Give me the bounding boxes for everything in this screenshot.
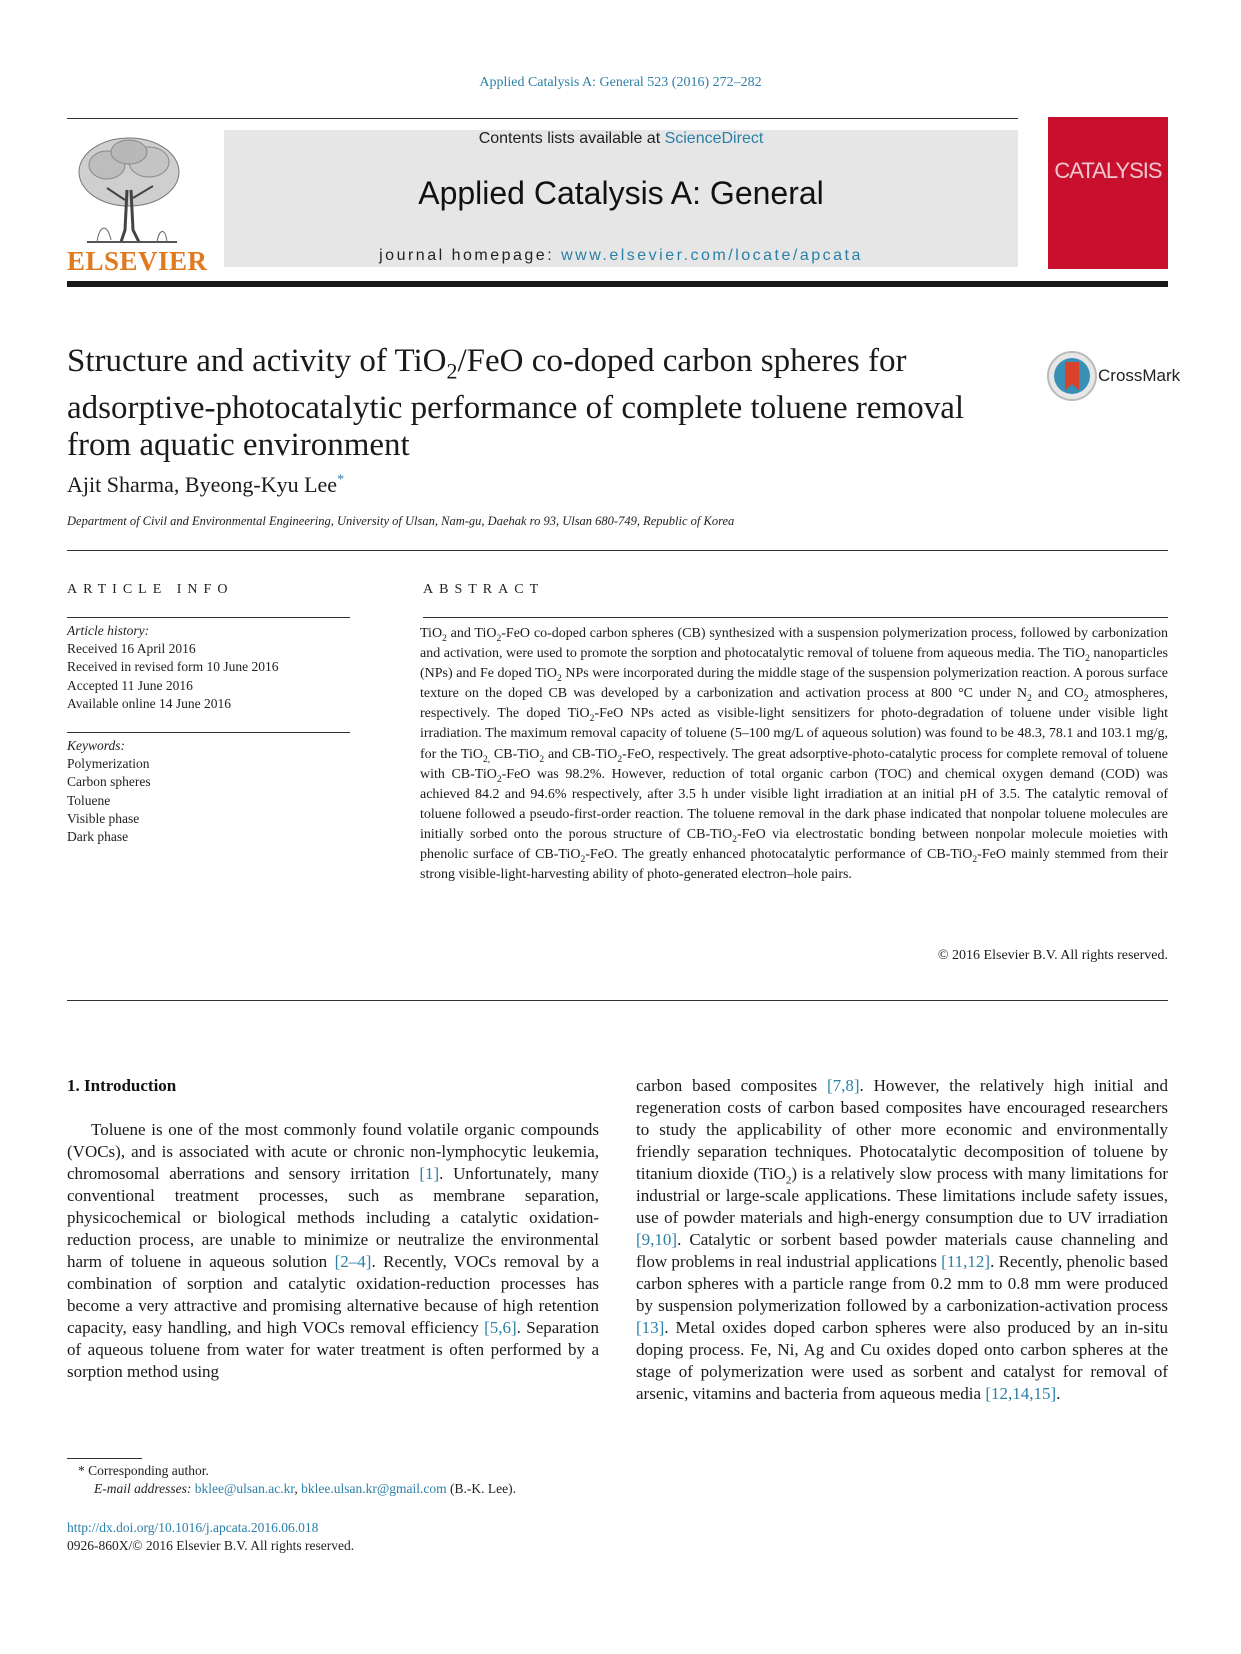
journal-homepage-line	[224, 247, 1018, 265]
header-top-rule	[67, 118, 1018, 119]
keyword-item: Toluene	[67, 792, 111, 808]
contents-prefix: Contents lists available at	[478, 130, 665, 147]
elsevier-wordmark: ELSEVIER	[67, 246, 208, 276]
intro-column-left: Toluene is one of the most commonly found volatile organic compounds (VOCs), and is associated with acute or chronic non-lymphocytic leukemia, chromosomal aberrations and sensory irritation [1]. Unfortunately, many conventional treatment processes, such as membrane separation, physicochemical or biological methods including a catalytic oxidation-reduction process, are unable to minimize or neutralize the environmental harm of toluene in aqueous solution [2–4]. Recently, VOCs removal by a combination of sorption and catalytic oxidation-reduction processes has become a very attractive and promising alternative because of high retention capacity, easy handling, and high VOCs removal efficiency [5,6]. Separation of aqueous toluene from water for water treatment is often performed by a sorption method using	[67, 1120, 600, 1381]
contents-line	[224, 130, 1018, 148]
journal-cover-title: CATALYSIS	[1054, 158, 1162, 183]
keyword-item: Visible phase	[67, 810, 140, 826]
sciencedirect-link[interactable]: ScienceDirect	[664, 130, 764, 147]
online-date: Available online 14 June 2016	[67, 695, 231, 711]
corresponding-author-note: * Corresponding author.	[78, 1463, 209, 1478]
citation-link[interactable]: [1]	[419, 1164, 440, 1183]
citation-link[interactable]: [13]	[636, 1318, 665, 1337]
article-info-heading: ARTICLE INFO	[67, 582, 234, 597]
issn-line: 0926-860X/© 2016 Elsevier B.V. All rights reserved.	[67, 1538, 355, 1553]
doi-link[interactable]: http://dx.doi.org/10.1016/j.apcata.2016.06.018	[67, 1520, 319, 1535]
footnote-rule	[67, 1458, 142, 1459]
homepage-prefix: journal homepage:	[379, 247, 562, 264]
abstract-bottom-rule	[67, 1000, 1168, 1001]
corresponding-author-mark[interactable]: *	[337, 472, 345, 488]
keywords-label: Keywords:	[67, 738, 125, 753]
accepted-date: Accepted 11 June 2016	[67, 677, 193, 693]
crossmark-icon[interactable]	[1046, 350, 1098, 402]
citation-link[interactable]: [5,6]	[484, 1318, 517, 1337]
title-part-1: Structure and activity of TiO	[67, 343, 447, 379]
citation-link[interactable]: [12,14,15]	[985, 1384, 1057, 1403]
section-heading-introduction: 1. Introduction	[67, 1076, 177, 1095]
title-subscript: 2	[446, 358, 458, 384]
keywords-block	[67, 737, 350, 846]
abstract-rule	[423, 617, 1168, 618]
crossmark-label[interactable]: CrossMark	[1098, 366, 1181, 385]
article-history-label: Article history:	[67, 623, 150, 638]
citation-link[interactable]: [7,8]	[826, 1076, 860, 1095]
citation-link[interactable]: [2–4]	[334, 1252, 372, 1271]
abstract-heading: ABSTRACT	[423, 582, 545, 597]
author-affiliation: Department of Civil and Environmental Engineering, University of Ulsan, Nam-gu, Daehak ro 93, Ulsan 680-749, Republic of Korea	[67, 514, 735, 528]
keyword-item: Carbon spheres	[67, 774, 151, 790]
keyword-item: Dark phase	[67, 829, 129, 845]
email-suffix: (B.-K. Lee).	[446, 1481, 516, 1496]
received-date: Received 16 April 2016	[67, 641, 196, 657]
revised-date: Received in revised form 10 June 2016	[67, 659, 279, 675]
author-list	[67, 472, 344, 498]
email-footnote	[94, 1481, 516, 1497]
keyword-item: Polymerization	[67, 756, 150, 772]
journal-homepage-link[interactable]: www.elsevier.com/locate/apcata	[561, 247, 863, 264]
email-separator: ,	[294, 1481, 302, 1496]
article-history	[67, 622, 350, 713]
journal-reference-link[interactable]: Applied Catalysis A: General 523 (2016) 272–282	[479, 75, 762, 90]
abstract-text: TiO$_2$ and TiO$_2$-FeO co-doped carbon spheres (CB) synthesized with a suspension polymerization process, followed by carbonization and activation, were used to promote the sorption and photocatalytic removal of toluene from aqueous media. The TiO$_2$ nanoparticles (NPs) and Fe doped TiO$_2$ NPs were incorporated during the middle stage of the suspension polymerization reaction. A porous surface texture on the doped CB was developed by a carbonization and activation process at 800 °C under $N_2$ and $CO_2$ atmospheres, respectively. The doped TiO$_2$-FeO NPs acted as visible-light sensitizers for photo-degradation of toluene under visible light irradiation. The maximum removal capacity of toluene (5–100 mg/L of aqueous solution) was found to be 48.3, 78.1 and 103.1 mg/g, for the TiO$_{2,}$ CB-TiO$_2$ and CB-TiO$_2$-FeO, respectively. The great adsorptive-photo-catalytic process for complete removal of toluene with CB-TiO$_2$-FeO was 98.2%. However, reduction of total organic carbon (TOC) and chemical oxygen demand (COD) was achieved 84.2 and 94.6% respectively, after 3.5 h under visible light irradiation at an initial pH of 3.5. The catalytic removal of toluene followed a pseudo-first-order reaction. The toluene removal in the dark phase indicated that nonpolar toluene molecules are initially sorbed onto the porous structure of CB-TiO$_2$-FeO via electrostatic bonding between nonpolar molecule moieties with phenolic surface of CB-TiO$_2$-FeO. The greatly enhanced photocatalytic performance of CB-TiO$_2$-FeO mainly stemmed from their strong visible-light-harvesting ability of photo-generated electron–hole pairs.	[420, 626, 1169, 883]
citation-link[interactable]: [11,12]	[941, 1252, 991, 1271]
keywords-rule	[67, 732, 350, 733]
title-part-2: /FeO co-doped carbon spheres for adsorptive-photocatalytic performance of complete toluene removal from aquatic environment	[67, 343, 965, 463]
email-label: E-mail addresses:	[94, 1481, 195, 1496]
article-title	[67, 343, 1027, 464]
citation-link[interactable]: [9,10]	[636, 1230, 678, 1249]
author-names: Ajit Sharma, Byeong-Kyu Lee	[67, 472, 338, 497]
title-bottom-rule	[67, 550, 1168, 551]
header-thick-rule	[67, 281, 1168, 287]
email-link-1[interactable]: bklee@ulsan.ac.kr	[194, 1481, 295, 1496]
email-link-2[interactable]: bklee.ulsan.kr@gmail.com	[301, 1481, 447, 1496]
intro-column-right: carbon based composites [7,8]. However, the relatively high initial and regeneration costs of carbon based composites have encouraged researchers to study the applicability of other more economic and environmentally friendly separation techniques. Photocatalytic decomposition of toluene by titanium dioxide (TiO$_2$) is a relatively slow process with many limitations for industrial or large-scale applications. These limitations include safety issues, use of powder materials and high-energy consumption due to UV irradiation [9,10]. Catalytic or sorbent based powder materials cause channeling and flow problems in real industrial applications [11,12]. Recently, phenolic based carbon spheres with a particle range from 0.2 mm to 0.8 mm were produced by suspension polymerization followed by a carbonization-activation process [13]. Metal oxides doped carbon spheres were also produced by an in-situ doping process. Fe, Ni, Ag and Cu oxides doped onto carbon spheres at the stage of polymerization were used as sorbent and catalyst for removal of arsenic, vitamins and bacteria from aqueous media [12,14,15].	[636, 1076, 1168, 1403]
journal-cover-image	[1048, 117, 1168, 269]
journal-title: Applied Catalysis A: General	[418, 175, 824, 211]
abstract-copyright: © 2016 Elsevier B.V. All rights reserved.	[937, 948, 1168, 963]
article-info-rule	[67, 617, 350, 618]
